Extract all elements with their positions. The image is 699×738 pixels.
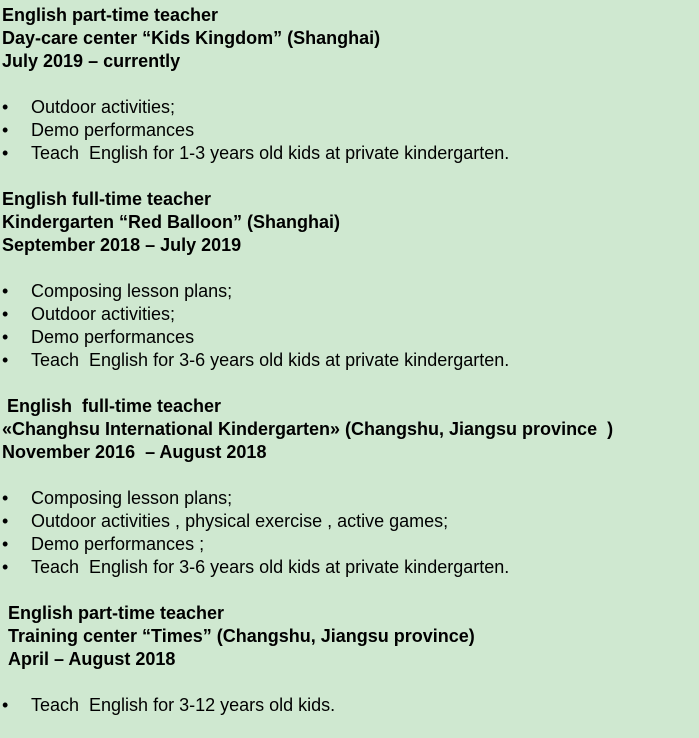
- bullet-icon: •: [2, 695, 9, 715]
- duty-text: Outdoor activities , physical exercise , active games;: [31, 511, 449, 531]
- bullet-icon: •: [2, 143, 9, 163]
- list-item: [2, 349, 509, 372]
- bullet-icon: •: [2, 281, 9, 301]
- list-item: [2, 326, 509, 349]
- duty-text: Teach English for 3-6 years old kids at private kindergarten.: [31, 350, 510, 370]
- duty-text: Teach English for 3-6 years old kids at private kindergarten.: [31, 557, 510, 577]
- job-employer: Training center “Times” (Changshu, Jiangsu province): [8, 626, 475, 646]
- bullet-icon: •: [2, 511, 9, 531]
- list-item: [2, 119, 509, 142]
- job-dates: September 2018 – July 2019: [2, 235, 242, 255]
- job-title: English part-time teacher: [8, 603, 225, 623]
- job-dates: April – August 2018: [8, 649, 176, 669]
- duty-text: Outdoor activities;: [31, 97, 176, 117]
- job-employer: Kindergarten “Red Balloon” (Shanghai): [2, 212, 341, 232]
- bullet-icon: •: [2, 557, 9, 577]
- list-item: [2, 142, 509, 165]
- duty-text: Teach English for 3-12 years old kids.: [31, 695, 336, 715]
- duty-text: Composing lesson plans;: [31, 281, 233, 301]
- bullet-icon: •: [2, 534, 9, 554]
- job-duties-list: [2, 280, 509, 372]
- job-dates: November 2016 – August 2018: [2, 442, 267, 462]
- job-dates: July 2019 – currently: [2, 51, 181, 71]
- list-item: [2, 694, 475, 717]
- job-employer: «Changhsu International Kindergarten» (Changshu, Jiangsu province ): [2, 419, 614, 439]
- list-item: [2, 533, 613, 556]
- duty-text: Teach English for 1-3 years old kids at private kindergarten.: [31, 143, 510, 163]
- bullet-icon: •: [2, 120, 9, 140]
- bullet-icon: •: [2, 304, 9, 324]
- job-title: English full-time teacher: [2, 396, 222, 416]
- duty-text: Outdoor activities;: [31, 304, 176, 324]
- job-title: English part-time teacher: [2, 5, 219, 25]
- list-item: [2, 303, 509, 326]
- duty-text: Demo performances: [31, 120, 195, 140]
- bullet-icon: •: [2, 488, 9, 508]
- bullet-icon: •: [2, 350, 9, 370]
- list-item: [2, 96, 509, 119]
- list-item: [2, 280, 509, 303]
- job-duties-list: [2, 487, 613, 579]
- bullet-icon: •: [2, 327, 9, 347]
- job-entry: [2, 395, 613, 579]
- job-duties-list: [2, 694, 475, 717]
- duty-text: Composing lesson plans;: [31, 488, 233, 508]
- duty-text: Demo performances ;: [31, 534, 205, 554]
- duty-text: Demo performances: [31, 327, 195, 347]
- job-duties-list: [2, 96, 509, 165]
- list-item: [2, 556, 613, 579]
- list-item: [2, 487, 613, 510]
- bullet-icon: •: [2, 97, 9, 117]
- job-entry: [2, 188, 509, 372]
- job-title: English full-time teacher: [2, 189, 212, 209]
- job-employer: Day-care center “Kids Kingdom” (Shanghai): [2, 28, 381, 48]
- job-entry: [2, 4, 509, 165]
- job-entry: [2, 602, 475, 717]
- list-item: [2, 510, 613, 533]
